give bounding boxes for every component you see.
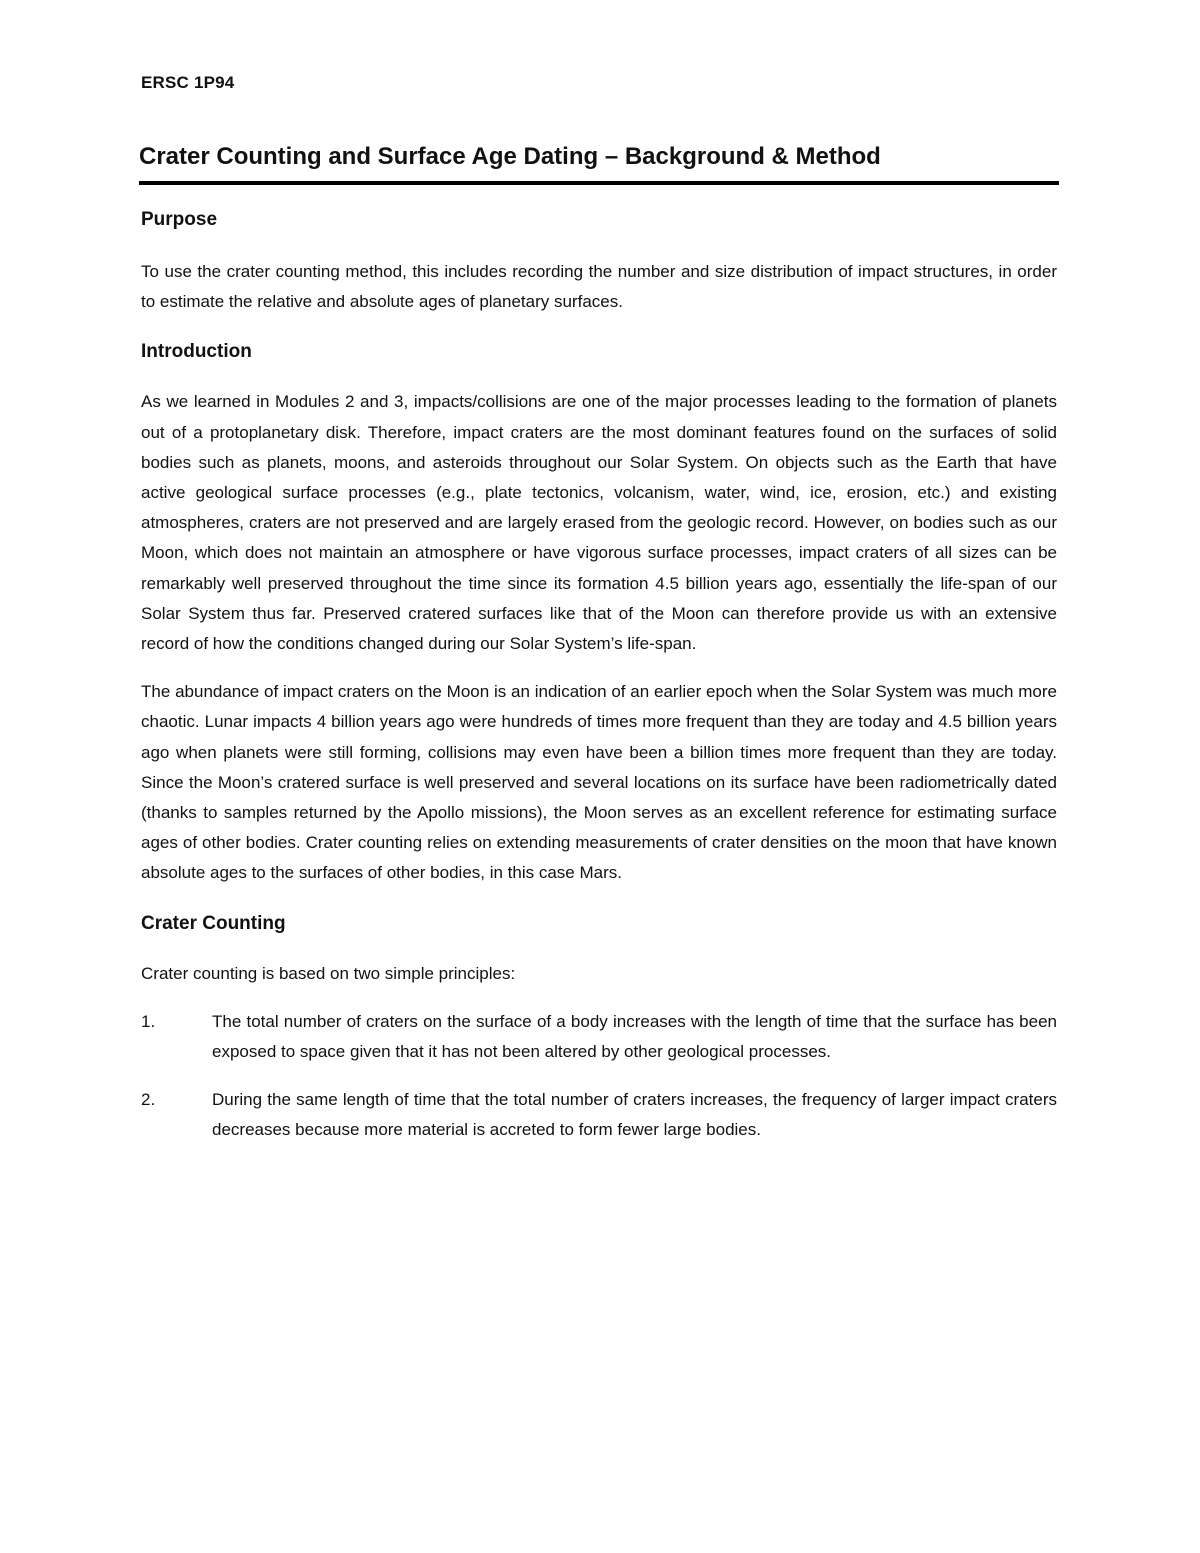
list-item-number: 1. — [141, 1011, 156, 1031]
title-underline — [139, 181, 1059, 185]
list-item — [141, 1085, 1057, 1145]
crater-counting-section — [141, 909, 1057, 1146]
list-item-number: 2. — [141, 1090, 156, 1110]
crater-counting-lead: Crater counting is based on two simple principles: — [141, 963, 516, 983]
principles-list — [141, 1007, 1057, 1146]
document-body — [141, 205, 1057, 1164]
course-code: ERSC 1P94 — [141, 73, 235, 92]
purpose-paragraph: To use the crater counting method, this includes recording the number and size distribution of impact structures, in order to estimate the relative and absolute ages of planetary surfaces. — [141, 262, 1057, 312]
list-item — [141, 1007, 1057, 1067]
purpose-heading: Purpose — [141, 209, 218, 230]
crater-counting-heading: Crater Counting — [141, 912, 286, 934]
introduction-paragraph-2: The abundance of impact craters on the Moon is an indication of an earlier epoch when the Solar System was much more chaotic. Lunar impacts 4 billion years ago were hundreds of times more frequent than they are today and 4.5 billion years ago when planets were still forming, collisions may even have been a billion times more frequent than they are today. Since the Moon’s cratered surface is well preserved and several locations on its surface have been radiometrically dated (thanks to samples returned by the Apollo missions), the Moon serves as an excellent reference for estimating surface ages of other bodies. Crater counting relies on extending measurements of crater densities on the moon that have known absolute ages to the surfaces of other bodies, in this case Mars. — [141, 682, 1057, 883]
introduction-section — [141, 337, 1057, 888]
purpose-section — [141, 205, 1057, 317]
page-title: Crater Counting and Surface Age Dating – Background & Method — [139, 143, 881, 170]
list-item-text: During the same length of time that the total number of craters increases, the frequency of larger impact craters decreases because more material is accreted to form fewer large bodies. — [212, 1090, 1057, 1140]
introduction-paragraph-1: As we learned in Modules 2 and 3, impacts/collisions are one of the major processes leading to the formation of planets out of a protoplanetary disk. Therefore, impact craters are the most dominant features found on the surfaces of solid bodies such as planets, moons, and asteroids throughout our Solar System. On objects such as the Earth that have active geological surface processes (e.g., plate tectonics, volcanism, water, wind, ice, erosion, etc.) and existing atmospheres, craters are not preserved and are largely erased from the geologic record. However, on bodies such as our Moon, which does not maintain an atmosphere or have vigorous surface processes, impact craters of all sizes can be remarkably well preserved throughout the time since its formation 4.5 billion years ago, essentially the life-span of our Solar System thus far. Preserved cratered surfaces like that of the Moon can therefore provide us with an extensive record of how the conditions changed during our Solar System’s life-span. — [141, 392, 1057, 654]
list-item-text: The total number of craters on the surface of a body increases with the length of time that the surface has been exposed to space given that it has not been altered by other geological processes. — [212, 1011, 1057, 1062]
introduction-heading: Introduction — [141, 341, 252, 363]
